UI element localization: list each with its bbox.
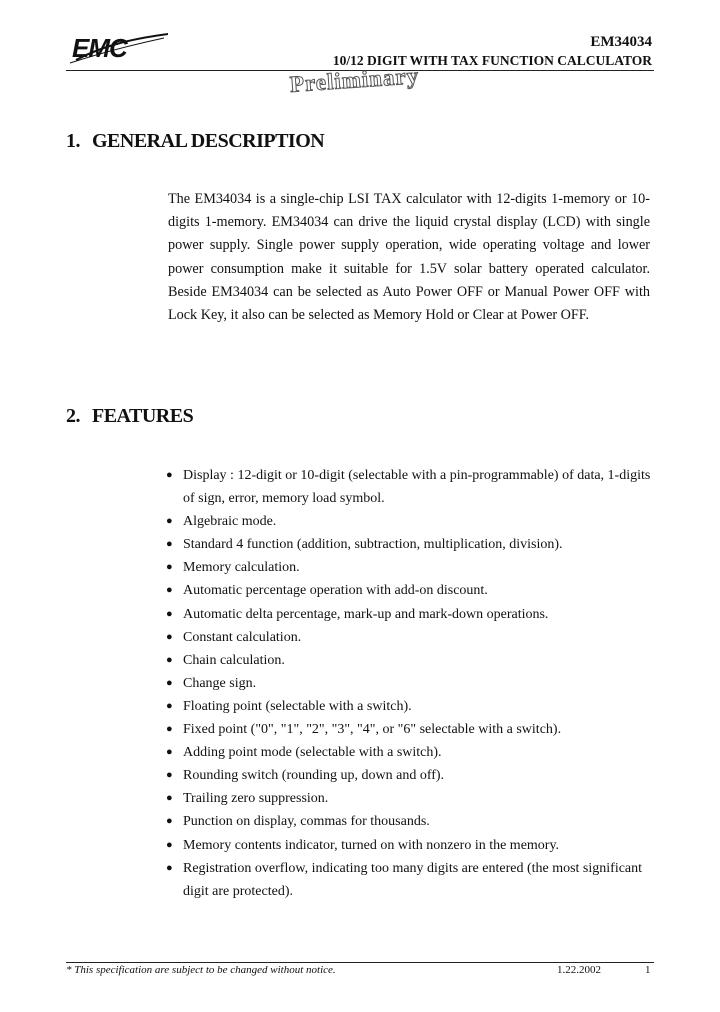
- bullet-icon: ●: [166, 653, 173, 666]
- feature-item: [166, 741, 656, 764]
- preliminary-watermark: Preliminary: [289, 63, 420, 97]
- feature-item: [166, 834, 656, 857]
- doc-id: EM34034: [590, 34, 652, 50]
- feature-item: [166, 556, 656, 579]
- feature-text: Automatic percentage operation with add-on discount.: [183, 583, 488, 599]
- feature-text: Adding point mode (selectable with a switch).: [183, 745, 442, 761]
- bullet-icon: ●: [166, 538, 173, 551]
- bullet-icon: ●: [166, 584, 173, 597]
- footer-date: 1.22.2002: [557, 964, 601, 976]
- feature-text: Constant calculation.: [183, 629, 302, 645]
- feature-text: Automatic delta percentage, mark-up and mark-down operations.: [183, 606, 549, 622]
- feature-text: Change sign.: [183, 675, 257, 691]
- feature-text: Trailing zero suppression.: [183, 791, 329, 807]
- bullet-icon: ●: [166, 469, 173, 481]
- feature-item: [166, 764, 656, 787]
- bullet-icon: ●: [166, 699, 173, 712]
- bullet-icon: ●: [166, 723, 173, 736]
- features-list: [166, 464, 656, 903]
- feature-item: [166, 510, 656, 533]
- feature-text: Fixed point ("0", "1", "2", "3", "4", or "6" selectable with a switch).: [183, 722, 562, 738]
- feature-text: Memory contents indicator, turned on with nonzero in the memory.: [183, 837, 560, 853]
- footer-rule: [66, 962, 654, 963]
- bullet-icon: ●: [166, 838, 173, 851]
- section-title-features: [66, 405, 193, 428]
- feature-item: [166, 718, 656, 741]
- feature-item: [166, 579, 656, 602]
- feature-text: Chain calculation.: [183, 652, 285, 668]
- feature-text: Memory calculation.: [183, 560, 300, 576]
- feature-text: Algebraic mode.: [183, 514, 277, 530]
- bullet-icon: ●: [166, 861, 173, 874]
- feature-item: [166, 672, 656, 695]
- feature-text: Punction on display, commas for thousands.: [183, 814, 430, 830]
- general-description-paragraph: The EM34034 is a single-chip LSI TAX calculator with 12-digits 1-memory or 10-digits 1-memory. EM34034 can drive the liquid crystal display (LCD) with single power supply. Single power supply operation, wide operating voltage and lower power consumption make it suitable for 1.5V solar battery operated calculator. Beside EM34034 can be selected as Auto Power OFF or Manual Power OFF with Lock Key, it also can be selected as Memory Hold or Clear at Power OFF.: [168, 191, 650, 324]
- feature-text: Display : 12-digit or 10-digit (selectable with a pin-programmable) of data, 1-digits of sign, error, memory load symbol.: [183, 468, 651, 507]
- feature-item: [166, 695, 656, 718]
- footer-note: * This specification are subject to be changed without notice.: [66, 964, 336, 976]
- bullet-icon: ●: [166, 792, 173, 805]
- feature-item: [166, 649, 656, 672]
- feature-item: [166, 603, 656, 626]
- feature-text: Floating point (selectable with a switch).: [183, 698, 412, 714]
- doc-subtitle: 10/12 DIGIT WITH TAX FUNCTION CALCULATOR: [332, 53, 652, 68]
- bullet-icon: ●: [166, 746, 173, 759]
- section-title-general-description: [66, 130, 324, 153]
- page-number: 1: [645, 964, 651, 976]
- feature-text: Rounding switch (rounding up, down and off).: [183, 768, 445, 784]
- feature-item: [166, 533, 656, 556]
- emc-logo: [66, 30, 170, 66]
- bullet-icon: ●: [166, 630, 173, 643]
- section-number: 1.: [66, 130, 80, 152]
- feature-item: [166, 857, 656, 903]
- bullet-icon: ●: [166, 607, 173, 620]
- section-number: 2.: [66, 405, 80, 427]
- bullet-icon: ●: [166, 769, 173, 782]
- feature-text: Standard 4 function (addition, subtraction, multiplication, division).: [183, 537, 563, 553]
- bullet-icon: ●: [166, 815, 173, 828]
- section-title-text: GENERAL DESCRIPTION: [92, 130, 325, 152]
- bullet-icon: ●: [166, 515, 173, 528]
- bullet-icon: ●: [166, 676, 173, 689]
- bullet-icon: ●: [166, 561, 173, 574]
- feature-item: [166, 810, 656, 833]
- feature-item: [166, 787, 656, 810]
- feature-text: Registration overflow, indicating too many digits are entered (the most significant digit are protected).: [183, 860, 643, 899]
- svg-text:EMC: EMC: [72, 33, 127, 63]
- section-title-text: FEATURES: [92, 405, 194, 427]
- feature-item: [166, 464, 656, 510]
- feature-item: [166, 626, 656, 649]
